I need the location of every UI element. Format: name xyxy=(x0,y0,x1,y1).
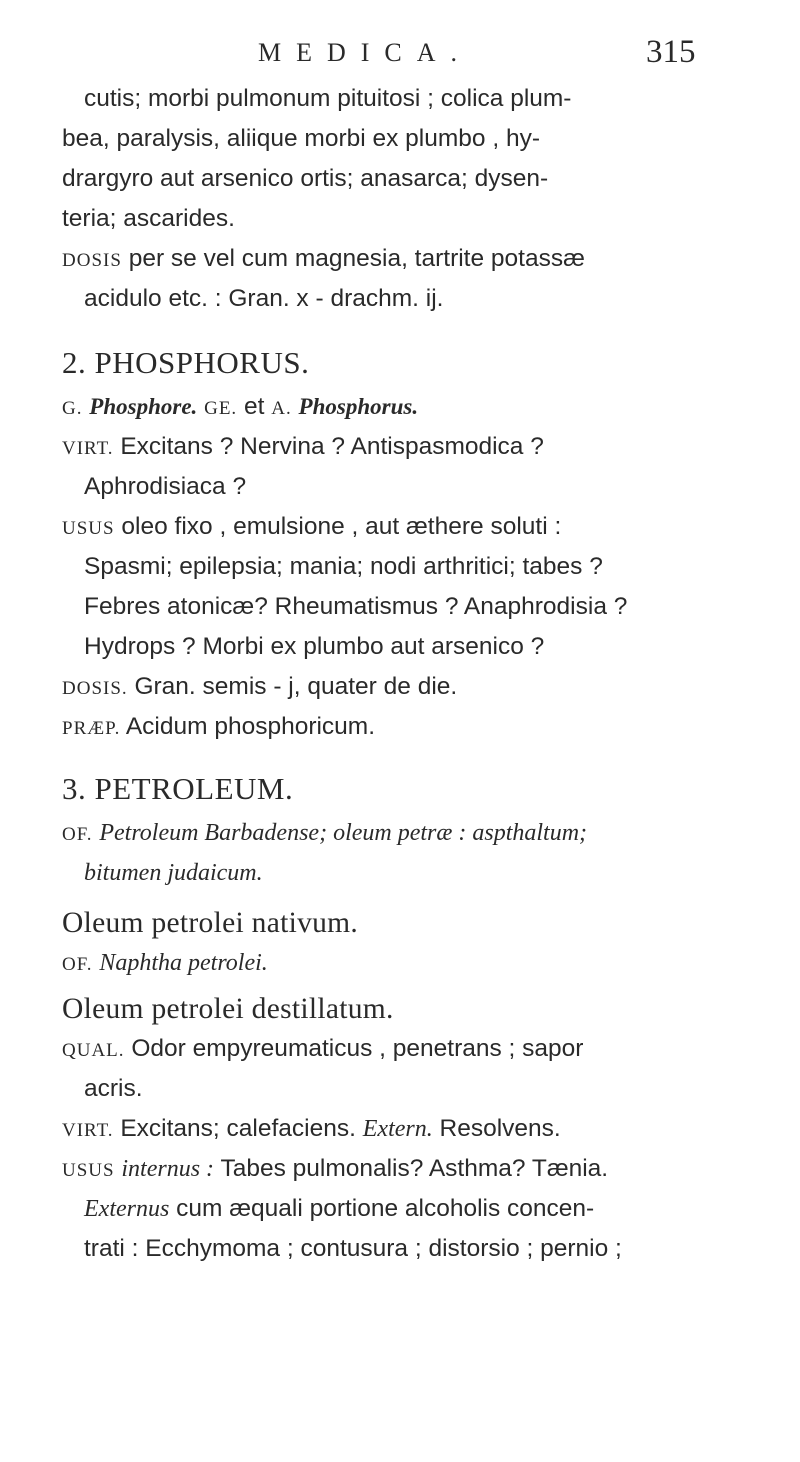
virt-entry: VIRT. Excitans ? Nervina ? Antispasmodica ? xyxy=(62,433,544,460)
usus-label: USUS xyxy=(62,1160,115,1181)
text-line: bitumen judaicum. xyxy=(84,860,263,886)
virt-label: VIRT. xyxy=(62,1120,114,1141)
text-line: Aphrodisiaca ? xyxy=(84,473,247,500)
qual-entry: QUAL. Odor empyreumaticus , penetrans ; sapor xyxy=(62,1035,584,1062)
text-line: Spasmi; epilepsia; mania; nodi arthritici; tabes ? xyxy=(84,553,603,580)
dosis-entry: DOSIS. Gran. semis - j, quater de die. xyxy=(62,673,458,700)
of-entry: OF. Petroleum Barbadense; oleum petræ : aspthaltum; xyxy=(62,820,588,846)
text-line: Externus cum æquali portione alcoholis concen- xyxy=(84,1195,595,1222)
page-body xyxy=(62,79,752,1269)
usus-entry: USUS oleo fixo , emulsione , aut æthere soluti : xyxy=(62,513,562,540)
text-line: Hydrops ? Morbi ex plumbo aut arsenico ? xyxy=(84,633,545,660)
section-heading-phosphorus: 2. PHOSPHORUS. xyxy=(62,345,310,380)
section-heading-petroleum: 3. PETROLEUM. xyxy=(62,771,294,806)
usus-label: USUS xyxy=(62,518,115,539)
usus-entry: USUS internus : Tabes pulmonalis? Asthma? Tænia. xyxy=(62,1155,609,1182)
text-line: acidulo etc. : Gran. x - drachm. ij. xyxy=(84,285,444,312)
subheading-oleum-destillatum: Oleum petrolei destillatum. xyxy=(62,993,394,1025)
praep-label: PRÆP. xyxy=(62,718,121,739)
text-line: trati : Ecchymoma ; contusura ; distorsio ; pernio ; xyxy=(84,1235,622,1262)
praep-entry: PRÆP. Acidum phosphoricum. xyxy=(62,713,376,740)
virt-entry: VIRT. Excitans; calefaciens. Extern. Resolvens. xyxy=(62,1115,561,1142)
running-head xyxy=(0,34,800,74)
text-line: drargyro aut arsenico ortis; anasarca; dysen- xyxy=(62,165,549,192)
of-label: OF. xyxy=(62,824,93,845)
dosis-text: per se vel cum magnesia, tartrite potassæ xyxy=(128,245,585,272)
page-number: 315 xyxy=(646,34,696,70)
text-line: Febres atonicæ? Rheumatismus ? Anaphrodisia ? xyxy=(84,593,628,620)
dosis-entry xyxy=(62,239,752,279)
running-title: MEDICA. xyxy=(258,38,473,67)
text-line: teria; ascarides. xyxy=(62,205,235,232)
of-entry: OF. Naphtha petrolei. xyxy=(62,950,268,976)
dosis-label: DOSIS xyxy=(62,250,122,271)
text-line: bea, paralysis, aliique morbi ex plumbo , hy- xyxy=(62,125,540,152)
names-entry: G. Phosphore. GE. et A. Phosphorus. xyxy=(62,393,419,420)
qual-label: QUAL. xyxy=(62,1040,125,1061)
text-line: cutis; morbi pulmonum pituitosi ; colica plum- xyxy=(84,85,572,112)
subheading-oleum-nativum: Oleum petrolei nativum. xyxy=(62,907,359,939)
virt-label: VIRT. xyxy=(62,438,114,459)
text-line: acris. xyxy=(84,1075,143,1102)
dosis-label: DOSIS. xyxy=(62,678,128,699)
of-label: OF. xyxy=(62,954,93,975)
